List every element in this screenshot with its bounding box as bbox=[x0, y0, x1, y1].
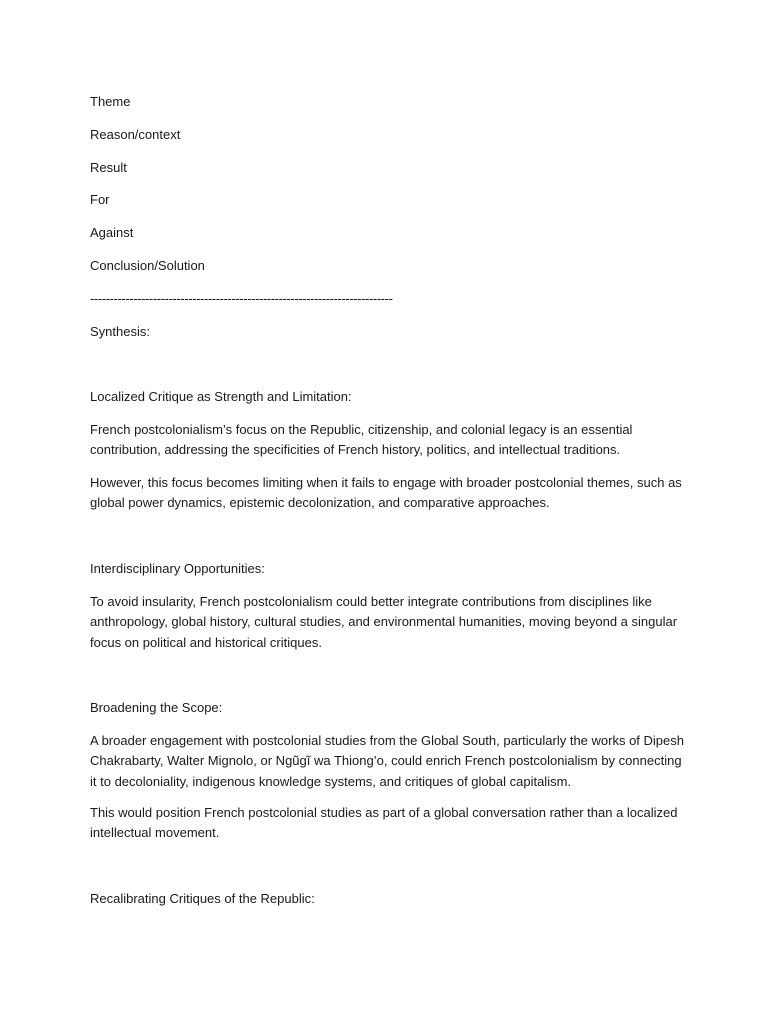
outline-for: For bbox=[90, 192, 110, 207]
outline-result: Result bbox=[90, 160, 127, 175]
outline-theme: Theme bbox=[90, 94, 131, 109]
paragraph-broadening-2: This would position French postcolonial studies as part of a global conversation rather than a localized intellectual movement. bbox=[90, 805, 678, 841]
section-heading-recalibrating: Recalibrating Critiques of the Republic: bbox=[90, 891, 315, 906]
synthesis-heading: Synthesis: bbox=[90, 324, 150, 339]
paragraph-interdisciplinary-1: To avoid insularity, French postcolonialism could better integrate contributions from disciplines like anthropology, global history, cultural studies, and environmental humanities, moving beyond a singular focus on political and historical critiques. bbox=[90, 594, 678, 650]
paragraph-broadening-1: A broader engagement with postcolonial studies from the Global South, particularly the works of Dipesh Chakrabarty, Walter Mignolo, or Ngũgĩ wa Thiong’o, could enrich French postcolonialism by connecting it to decoloniality, indigenous knowledge systems, and critiques of global capitalism. bbox=[90, 733, 684, 789]
paragraph-localized-2: However, this focus becomes limiting when it fails to engage with broader postcolonial themes, such as global power dynamics, epistemic decolonization, and comparative approaches. bbox=[90, 475, 682, 511]
outline-reason: Reason/context bbox=[90, 127, 181, 142]
outline-against: Against bbox=[90, 225, 134, 240]
section-heading-broadening: Broadening the Scope: bbox=[90, 700, 223, 715]
paragraph-localized-1: French postcolonialism’s focus on the Republic, citizenship, and colonial legacy is an essential contribution, addressing the specificities of French history, politics, and intellectual traditions. bbox=[90, 422, 633, 458]
outline-conclusion: Conclusion/Solution bbox=[90, 258, 205, 273]
divider-line: ----------------------------------------------------------------------------- bbox=[90, 291, 393, 306]
section-heading-localized: Localized Critique as Strength and Limitation: bbox=[90, 389, 352, 404]
section-heading-interdisciplinary: Interdisciplinary Opportunities: bbox=[90, 561, 265, 576]
